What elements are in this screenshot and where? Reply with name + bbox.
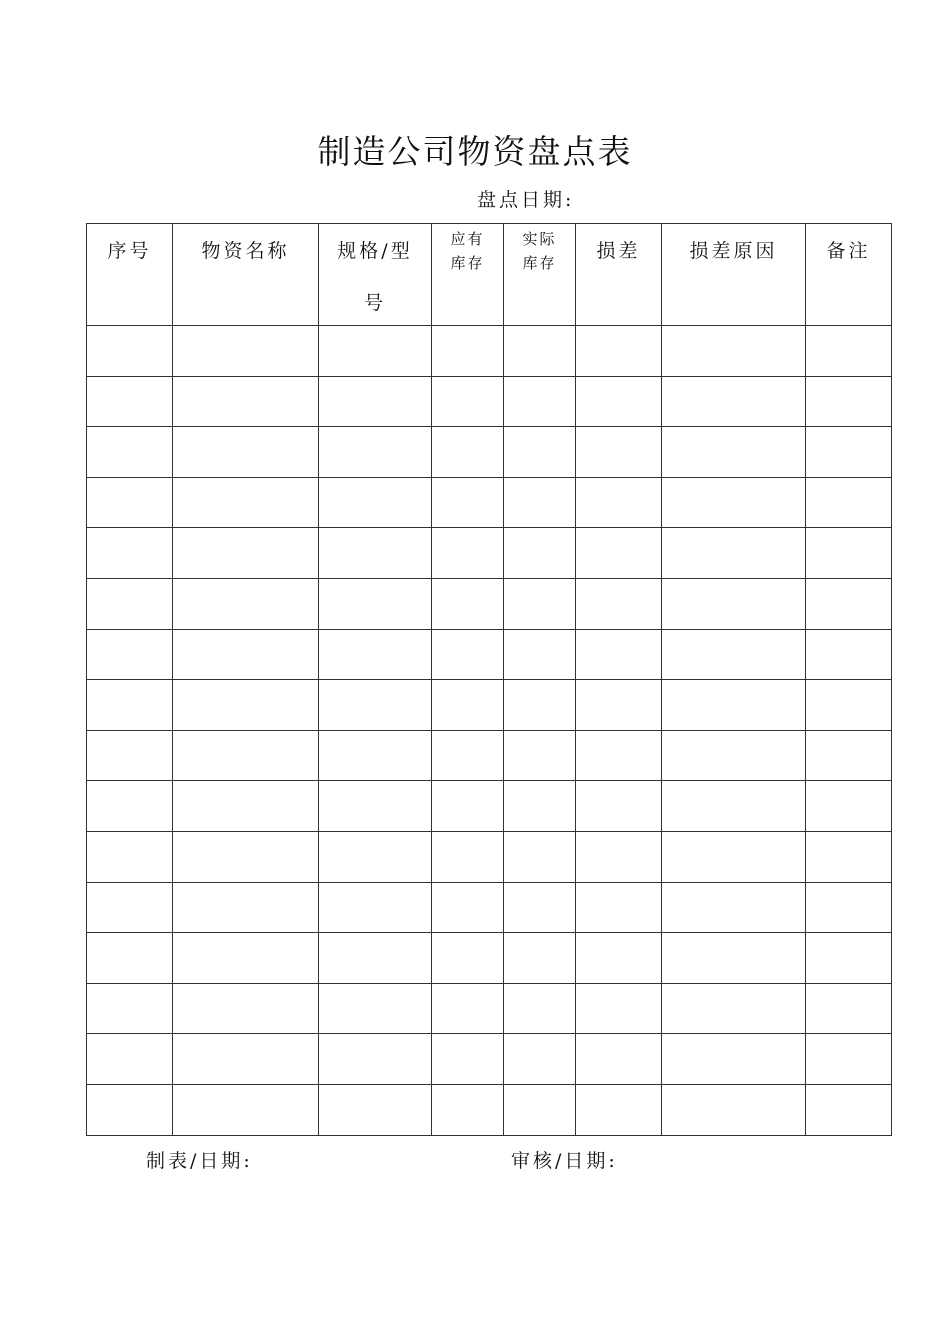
actual-stock-cell[interactable] <box>504 680 576 731</box>
variance-cell[interactable] <box>576 376 662 427</box>
item-name-cell[interactable] <box>173 831 319 882</box>
variance-cell[interactable] <box>576 730 662 781</box>
spec-cell[interactable] <box>319 882 432 933</box>
remarks-cell[interactable] <box>806 528 892 579</box>
remarks-cell[interactable] <box>806 427 892 478</box>
item-name-cell[interactable] <box>173 1084 319 1135</box>
inventory-table <box>86 223 892 1136</box>
table-row <box>87 376 892 427</box>
serial-cell[interactable] <box>87 326 173 377</box>
actual-stock-cell[interactable] <box>504 528 576 579</box>
item-name-cell[interactable] <box>173 578 319 629</box>
item-name-cell[interactable] <box>173 1034 319 1085</box>
expected-stock-cell[interactable] <box>432 477 504 528</box>
variance-cell[interactable] <box>576 882 662 933</box>
remarks-cell[interactable] <box>806 1084 892 1135</box>
variance-cell[interactable] <box>576 781 662 832</box>
expected-stock-cell[interactable] <box>432 882 504 933</box>
variance-reason-cell[interactable] <box>662 427 806 478</box>
item-name-cell[interactable] <box>173 326 319 377</box>
remarks-cell[interactable] <box>806 831 892 882</box>
expected-stock-cell[interactable] <box>432 326 504 377</box>
expected-stock-cell[interactable] <box>432 831 504 882</box>
serial-cell[interactable] <box>87 427 173 478</box>
variance-reason-cell[interactable] <box>662 477 806 528</box>
variance-cell[interactable] <box>576 680 662 731</box>
serial-cell[interactable] <box>87 933 173 984</box>
header-remarks: 备注 <box>806 224 892 326</box>
expected-stock-cell[interactable] <box>432 1034 504 1085</box>
expected-stock-cell[interactable] <box>432 983 504 1034</box>
header-item-name: 物资名称 <box>173 224 319 326</box>
variance-reason-cell[interactable] <box>662 983 806 1034</box>
spec-cell[interactable] <box>319 326 432 377</box>
expected-stock-cell[interactable] <box>432 680 504 731</box>
actual-stock-cell[interactable] <box>504 781 576 832</box>
table-body <box>87 326 892 1136</box>
variance-reason-cell[interactable] <box>662 1034 806 1085</box>
serial-cell[interactable] <box>87 882 173 933</box>
table-row <box>87 578 892 629</box>
expected-stock-cell[interactable] <box>432 578 504 629</box>
table-row <box>87 1084 892 1135</box>
variance-cell[interactable] <box>576 1034 662 1085</box>
expected-stock-cell[interactable] <box>432 528 504 579</box>
variance-reason-cell[interactable] <box>662 376 806 427</box>
spec-cell[interactable] <box>319 528 432 579</box>
table-header-row <box>87 224 892 326</box>
item-name-cell[interactable] <box>173 427 319 478</box>
document-title: 制造公司物资盘点表 <box>317 132 633 171</box>
actual-stock-cell[interactable] <box>504 933 576 984</box>
serial-cell[interactable] <box>87 781 173 832</box>
spec-cell[interactable] <box>319 933 432 984</box>
table-row <box>87 781 892 832</box>
serial-cell[interactable] <box>87 376 173 427</box>
actual-stock-cell[interactable] <box>504 983 576 1034</box>
spec-cell[interactable] <box>319 427 432 478</box>
header-actual-stock: 实际 库存 <box>504 224 576 326</box>
spec-cell[interactable] <box>319 983 432 1034</box>
spec-cell[interactable] <box>319 1084 432 1135</box>
spec-cell[interactable] <box>319 680 432 731</box>
reviewed-by-label: 审核/日期: <box>511 1150 618 1172</box>
actual-stock-cell[interactable] <box>504 477 576 528</box>
actual-stock-cell[interactable] <box>504 578 576 629</box>
variance-cell[interactable] <box>576 1084 662 1135</box>
item-name-cell[interactable] <box>173 882 319 933</box>
remarks-cell[interactable] <box>806 376 892 427</box>
spec-cell[interactable] <box>319 477 432 528</box>
header-variance-reason: 损差原因 <box>662 224 806 326</box>
item-name-cell[interactable] <box>173 983 319 1034</box>
actual-stock-cell[interactable] <box>504 427 576 478</box>
serial-cell[interactable] <box>87 831 173 882</box>
header-expected-stock: 应有 库存 <box>432 224 504 326</box>
item-name-cell[interactable] <box>173 477 319 528</box>
table-row <box>87 730 892 781</box>
table-row <box>87 629 892 680</box>
variance-reason-cell[interactable] <box>662 528 806 579</box>
serial-cell[interactable] <box>87 1034 173 1085</box>
actual-stock-cell[interactable] <box>504 1084 576 1135</box>
variance-cell[interactable] <box>576 983 662 1034</box>
serial-cell[interactable] <box>87 680 173 731</box>
serial-cell[interactable] <box>87 578 173 629</box>
expected-stock-cell[interactable] <box>432 376 504 427</box>
serial-cell[interactable] <box>87 1084 173 1135</box>
spec-cell[interactable] <box>319 578 432 629</box>
table-row <box>87 1034 892 1085</box>
variance-cell[interactable] <box>576 326 662 377</box>
variance-reason-cell[interactable] <box>662 326 806 377</box>
table-row <box>87 680 892 731</box>
spec-cell[interactable] <box>319 831 432 882</box>
remarks-cell[interactable] <box>806 933 892 984</box>
actual-stock-cell[interactable] <box>504 376 576 427</box>
variance-cell[interactable] <box>576 933 662 984</box>
table-row <box>87 477 892 528</box>
item-name-cell[interactable] <box>173 781 319 832</box>
variance-reason-cell[interactable] <box>662 1084 806 1135</box>
header-variance: 损差 <box>576 224 662 326</box>
actual-stock-cell[interactable] <box>504 831 576 882</box>
expected-stock-cell[interactable] <box>432 781 504 832</box>
table-row <box>87 326 892 377</box>
expected-stock-cell[interactable] <box>432 629 504 680</box>
serial-cell[interactable] <box>87 730 173 781</box>
variance-cell[interactable] <box>576 831 662 882</box>
remarks-cell[interactable] <box>806 326 892 377</box>
spec-cell[interactable] <box>319 730 432 781</box>
item-name-cell[interactable] <box>173 376 319 427</box>
remarks-cell[interactable] <box>806 629 892 680</box>
expected-stock-cell[interactable] <box>432 1084 504 1135</box>
table-row <box>87 933 892 984</box>
remarks-cell[interactable] <box>806 730 892 781</box>
header-spec: 规格/型 号 <box>319 224 432 326</box>
table-row <box>87 528 892 579</box>
actual-stock-cell[interactable] <box>504 882 576 933</box>
table-row <box>87 831 892 882</box>
item-name-cell[interactable] <box>173 933 319 984</box>
actual-stock-cell[interactable] <box>504 730 576 781</box>
variance-reason-cell[interactable] <box>662 578 806 629</box>
serial-cell[interactable] <box>87 477 173 528</box>
item-name-cell[interactable] <box>173 528 319 579</box>
actual-stock-cell[interactable] <box>504 326 576 377</box>
variance-reason-cell[interactable] <box>662 629 806 680</box>
expected-stock-cell[interactable] <box>432 933 504 984</box>
variance-reason-cell[interactable] <box>662 781 806 832</box>
remarks-cell[interactable] <box>806 477 892 528</box>
table-row <box>87 427 892 478</box>
inventory-date-label: 盘点日期: <box>477 189 575 211</box>
remarks-cell[interactable] <box>806 983 892 1034</box>
variance-reason-cell[interactable] <box>662 730 806 781</box>
expected-stock-cell[interactable] <box>432 730 504 781</box>
variance-reason-cell[interactable] <box>662 831 806 882</box>
variance-cell[interactable] <box>576 629 662 680</box>
item-name-cell[interactable] <box>173 680 319 731</box>
remarks-cell[interactable] <box>806 882 892 933</box>
variance-cell[interactable] <box>576 528 662 579</box>
remarks-cell[interactable] <box>806 578 892 629</box>
item-name-cell[interactable] <box>173 730 319 781</box>
actual-stock-cell[interactable] <box>504 1034 576 1085</box>
actual-stock-cell[interactable] <box>504 629 576 680</box>
remarks-cell[interactable] <box>806 680 892 731</box>
table-row <box>87 882 892 933</box>
serial-cell[interactable] <box>87 983 173 1034</box>
remarks-cell[interactable] <box>806 1034 892 1085</box>
serial-cell[interactable] <box>87 528 173 579</box>
variance-cell[interactable] <box>576 427 662 478</box>
spec-cell[interactable] <box>319 781 432 832</box>
variance-reason-cell[interactable] <box>662 680 806 731</box>
variance-cell[interactable] <box>576 578 662 629</box>
prepared-by-label: 制表/日期: <box>146 1150 253 1172</box>
serial-cell[interactable] <box>87 629 173 680</box>
spec-cell[interactable] <box>319 629 432 680</box>
table-row <box>87 983 892 1034</box>
item-name-cell[interactable] <box>173 629 319 680</box>
spec-cell[interactable] <box>319 1034 432 1085</box>
expected-stock-cell[interactable] <box>432 427 504 478</box>
spec-cell[interactable] <box>319 376 432 427</box>
variance-reason-cell[interactable] <box>662 882 806 933</box>
remarks-cell[interactable] <box>806 781 892 832</box>
header-serial: 序号 <box>87 224 173 326</box>
variance-cell[interactable] <box>576 477 662 528</box>
variance-reason-cell[interactable] <box>662 933 806 984</box>
